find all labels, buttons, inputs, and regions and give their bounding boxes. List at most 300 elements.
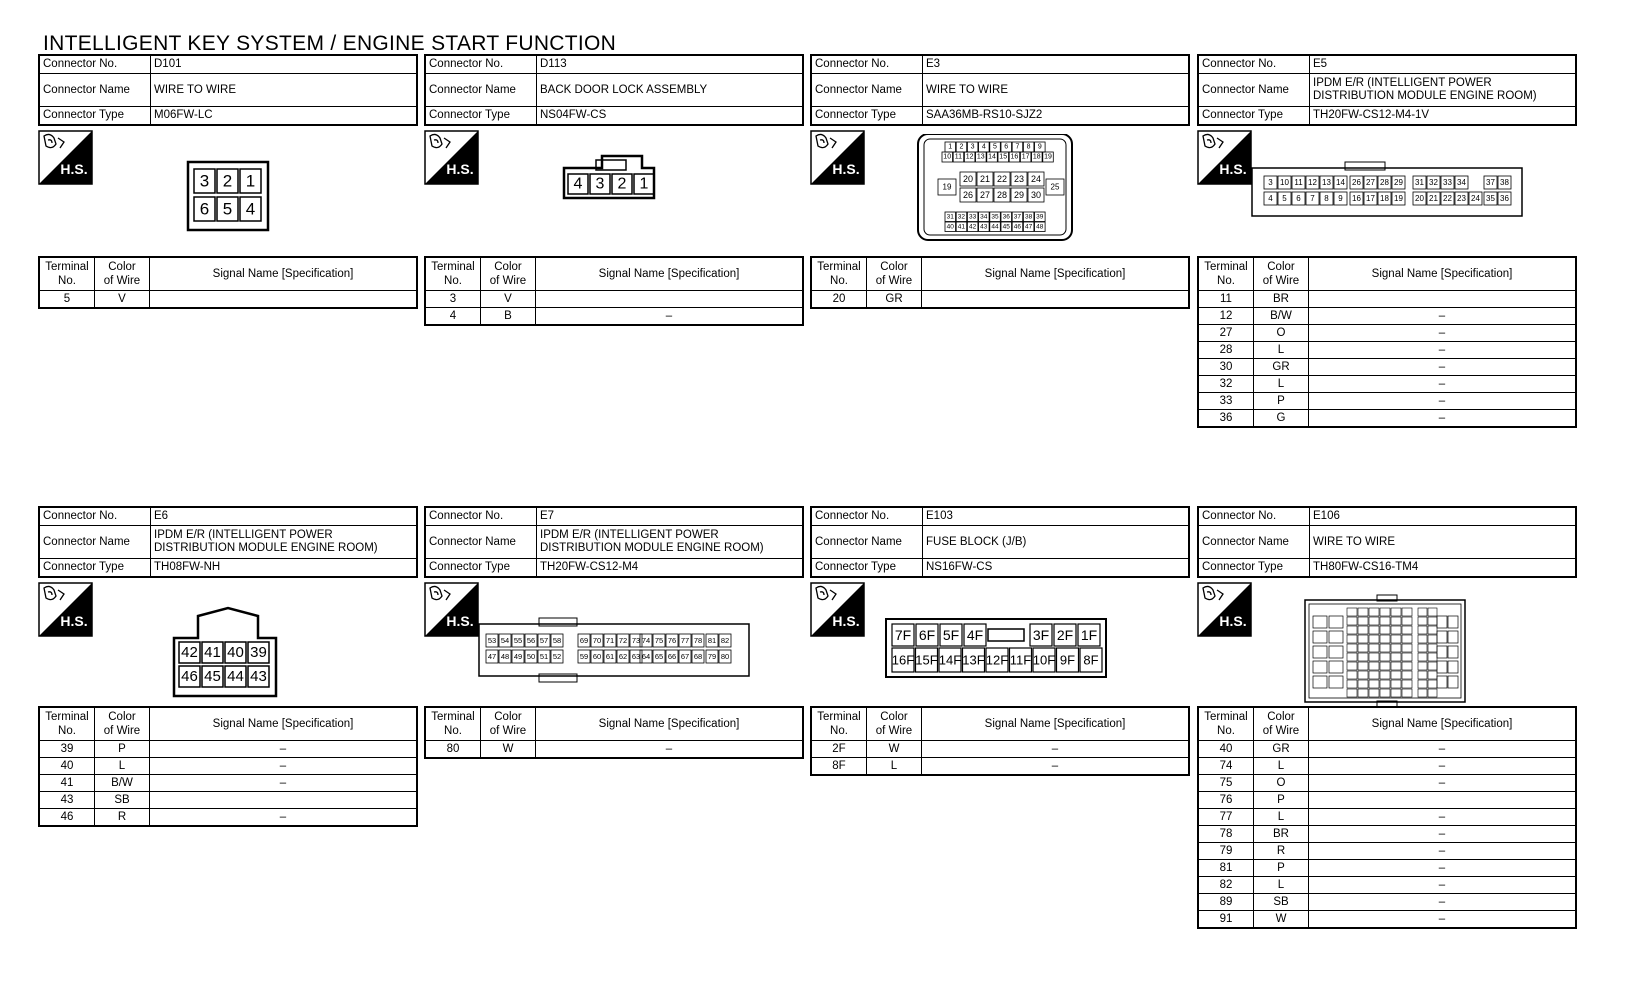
connector-no-label: Connector No. <box>425 55 537 74</box>
pin-number: 16 <box>1352 194 1361 203</box>
pin-cell <box>1358 617 1368 625</box>
table-row <box>1198 894 1576 911</box>
pin-number: 57 <box>539 636 549 645</box>
terminal-no: 2F <box>811 741 867 758</box>
pin-number: 53 <box>487 636 497 645</box>
color-header: Color of Wire <box>1254 707 1309 741</box>
pin-number: 21 <box>979 174 991 184</box>
pin-number: 46 <box>181 668 198 685</box>
pin-number: 44 <box>227 668 244 685</box>
signal-name: – <box>1309 775 1577 792</box>
connector-header-table <box>424 506 804 578</box>
terminal-no: 81 <box>1198 860 1254 877</box>
connector-name-label: Connector Name <box>39 526 151 559</box>
terminal-header: Terminal No. <box>1198 257 1254 291</box>
terminal-no: 43 <box>39 792 95 809</box>
pin-number: 3 <box>199 171 210 191</box>
pin-number: 40 <box>227 644 244 661</box>
signal-header: Signal Name [Specification] <box>922 257 1190 291</box>
pin-number: 51 <box>539 652 549 661</box>
pin-number: 4F <box>966 627 984 643</box>
pin-number: 4 <box>1268 194 1273 203</box>
pin-cell <box>1418 689 1427 697</box>
pin-number: 5 <box>1282 194 1287 203</box>
terminal-no: 75 <box>1198 775 1254 792</box>
pin-number: 4 <box>245 199 256 219</box>
connector-inner <box>1309 604 1461 698</box>
pin-cell <box>1358 635 1368 643</box>
terminal-no: 33 <box>1198 393 1254 410</box>
signal-header: Signal Name [Specification] <box>1309 257 1577 291</box>
wire-color: V <box>481 291 536 308</box>
connector-name-label: Connector Name <box>425 526 537 559</box>
pin-number: 32 <box>1429 178 1438 187</box>
connector-name-value: FUSE BLOCK (J/B) <box>923 526 1190 559</box>
pin-number: 10 <box>1280 178 1289 187</box>
signal-name: – <box>1309 843 1577 860</box>
pin-cell <box>1418 617 1427 625</box>
pin-number: 14 <box>988 153 996 161</box>
pin-cell <box>1358 608 1368 616</box>
signal-table-wrap <box>1197 256 1577 428</box>
signal-header: Signal Name [Specification] <box>536 257 804 291</box>
table-row <box>1198 359 1576 376</box>
signal-name: – <box>922 758 1190 776</box>
signal-name: – <box>1309 325 1577 342</box>
pin-number: 15 <box>999 153 1008 161</box>
table-row <box>425 741 803 759</box>
pin-number: 77 <box>680 636 690 645</box>
pin-number: 5 <box>222 199 233 219</box>
pin-cell <box>1437 676 1447 688</box>
signal-name: – <box>1309 911 1577 929</box>
pin-number: 1F <box>1080 627 1098 643</box>
pin-number: 59 <box>579 652 589 661</box>
pin-number: 11 <box>1294 178 1303 187</box>
hs-label: H.S. <box>446 613 474 629</box>
pin-number: 36 <box>1500 194 1509 203</box>
pin-cell <box>1402 680 1412 688</box>
pin-cell <box>1418 671 1427 679</box>
wire-color: O <box>1254 325 1309 342</box>
pin-cell <box>1402 626 1412 634</box>
signal-name: – <box>1309 894 1577 911</box>
connector-name-value: IPDM E/R (INTELLIGENT POWER DISTRIBUTION MODULE ENGINE ROOM) <box>537 526 804 559</box>
wire-color: R <box>95 809 150 827</box>
connector-header-table <box>38 54 418 126</box>
pin-cell <box>1391 671 1401 679</box>
pin-number: 7 <box>1015 143 1020 151</box>
pin-number: 2F <box>1056 627 1074 643</box>
pin-number: 39 <box>250 644 267 661</box>
pin-number: 9F <box>1059 652 1076 668</box>
table-row <box>1198 877 1576 894</box>
signal-name: – <box>1309 809 1577 826</box>
connector-header-table <box>424 54 804 126</box>
pin-number: 54 <box>500 636 510 645</box>
connector-face-diagram <box>810 134 1190 264</box>
terminal-no: 40 <box>39 758 95 775</box>
terminal-header: Terminal No. <box>811 257 867 291</box>
pin-number: 47 <box>487 652 497 661</box>
pin-number: 2 <box>617 175 627 193</box>
pin-number: 4 <box>981 143 986 151</box>
fuse-slot <box>988 629 1024 641</box>
pin-number: 22 <box>1443 194 1452 203</box>
pin-number: 75 <box>654 636 664 645</box>
pin-number: 63 <box>631 652 641 661</box>
connector-no-value: E106 <box>1310 507 1577 526</box>
connector-type-label: Connector Type <box>1198 107 1310 126</box>
wire-color: GR <box>1254 359 1309 376</box>
pin-cell <box>1313 676 1327 688</box>
pin-number: 64 <box>641 652 651 661</box>
terminal-no: 46 <box>39 809 95 827</box>
pin-number: 31 <box>946 213 954 221</box>
pin-number: 52 <box>552 652 562 661</box>
pin-cell <box>1380 671 1390 679</box>
pin-cell <box>1369 617 1379 625</box>
terminal-no: 28 <box>1198 342 1254 359</box>
pin-number: 29 <box>1394 178 1403 187</box>
signal-name <box>1309 291 1577 308</box>
pin-number: 45 <box>1002 223 1010 231</box>
pin-cell <box>1347 644 1357 652</box>
lock-tab <box>539 674 577 682</box>
connector-header-table <box>810 54 1190 126</box>
pin-number: 3 <box>1268 178 1273 187</box>
pin-cell <box>1391 680 1401 688</box>
lock-tab <box>1345 162 1385 170</box>
connector-name-label: Connector Name <box>39 74 151 107</box>
signal-table-wrap <box>810 256 1190 309</box>
connector-face-diagram <box>1197 586 1577 716</box>
terminal-header: Terminal No. <box>425 257 481 291</box>
signal-name: – <box>150 809 418 827</box>
pin-cell <box>1391 608 1401 616</box>
table-row <box>39 809 417 827</box>
wire-color: P <box>1254 860 1309 877</box>
signal-table-wrap <box>38 256 418 309</box>
pin-cell <box>1329 676 1343 688</box>
pin-cell <box>1428 608 1437 616</box>
signal-table <box>38 256 418 309</box>
color-header: Color of Wire <box>1254 257 1309 291</box>
signal-name: – <box>536 741 804 759</box>
table-row <box>1198 911 1576 929</box>
pin-number: 55 <box>513 636 523 645</box>
pin-number: 27 <box>1366 178 1375 187</box>
signal-name <box>536 291 804 308</box>
pin-number: 70 <box>592 636 602 645</box>
wire-color: L <box>1254 376 1309 393</box>
pin-number: 62 <box>618 652 628 661</box>
pin-cell <box>1380 689 1390 697</box>
pin-number: 38 <box>1500 178 1509 187</box>
signal-table <box>424 706 804 759</box>
connector-header-table <box>38 506 418 578</box>
connector-header-table <box>1197 54 1577 126</box>
pin-cell <box>1448 646 1458 658</box>
color-header: Color of Wire <box>95 707 150 741</box>
pin-cell <box>1347 653 1357 661</box>
pin-cell <box>1437 631 1447 643</box>
pin-cell <box>1428 644 1437 652</box>
connector-name-value: WIRE TO WIRE <box>923 74 1190 107</box>
pin-number: 37 <box>1013 213 1022 221</box>
connector-block <box>38 506 418 823</box>
color-header: Color of Wire <box>867 257 922 291</box>
connector-face-diagram <box>424 586 804 716</box>
terminal-no: 79 <box>1198 843 1254 860</box>
wire-color: GR <box>1254 741 1309 758</box>
table-row <box>39 741 417 758</box>
wire-color: GR <box>867 291 922 309</box>
color-header: Color of Wire <box>95 257 150 291</box>
terminal-no: 76 <box>1198 792 1254 809</box>
pin-number: 14 <box>1336 178 1345 187</box>
table-row <box>39 758 417 775</box>
pin-cell <box>1418 626 1427 634</box>
pin-number: 79 <box>707 652 717 661</box>
signal-name: – <box>150 775 418 792</box>
terminal-no: 30 <box>1198 359 1254 376</box>
connector-name-value: IPDM E/R (INTELLIGENT POWER DISTRIBUTION MODULE ENGINE ROOM) <box>151 526 418 559</box>
pin-cell <box>1448 631 1458 643</box>
signal-name <box>922 291 1190 309</box>
pin-cell <box>1380 653 1390 661</box>
terminal-header: Terminal No. <box>811 707 867 741</box>
table-row <box>1198 393 1576 410</box>
pin-number: 76 <box>667 636 677 645</box>
pin-cell <box>1437 661 1447 673</box>
wire-color: W <box>1254 911 1309 929</box>
pin-number: 35 <box>991 213 999 221</box>
connector-name-value: IPDM E/R (INTELLIGENT POWER DISTRIBUTION MODULE ENGINE ROOM) <box>1310 74 1577 107</box>
table-row <box>1198 792 1576 809</box>
wire-color: SB <box>1254 894 1309 911</box>
wire-color: P <box>1254 393 1309 410</box>
pin-number: 7F <box>894 627 912 643</box>
signal-table <box>810 256 1190 309</box>
pin-number: 40 <box>946 223 954 231</box>
pin-number: 41 <box>204 644 221 661</box>
pin-number: 58 <box>552 636 562 645</box>
hs-label: H.S. <box>446 161 474 177</box>
pin-number: 22 <box>996 174 1008 184</box>
pin-cell <box>1428 680 1437 688</box>
pin-number: 23 <box>1457 194 1466 203</box>
pin-number: 16F <box>891 652 915 668</box>
terminal-no: 41 <box>39 775 95 792</box>
pin-cell <box>1448 676 1458 688</box>
signal-name: – <box>536 308 804 326</box>
pin-number: 82 <box>720 636 730 645</box>
pin-number: 35 <box>1486 194 1495 203</box>
pin-cell <box>1402 653 1412 661</box>
pin-number: 72 <box>618 636 628 645</box>
connector-name-label: Connector Name <box>425 74 537 107</box>
pin-number: 9 <box>1037 143 1042 151</box>
signal-name: – <box>1309 393 1577 410</box>
pin-number: 13F <box>962 652 985 668</box>
pin-number: 33 <box>968 213 977 221</box>
pin-cell <box>1418 608 1427 616</box>
pin-cell <box>1402 689 1412 697</box>
pin-cell <box>1358 653 1368 661</box>
connector-face-diagram <box>38 586 418 716</box>
pin-number: 25 <box>1050 182 1060 192</box>
pin-number: 34 <box>980 213 988 221</box>
pin-cell <box>1418 680 1427 688</box>
wire-color: L <box>867 758 922 776</box>
table-row <box>425 291 803 308</box>
connector-block <box>424 506 804 755</box>
pin-number: 14F <box>938 652 962 668</box>
terminal-header: Terminal No. <box>39 707 95 741</box>
pin-cell <box>1437 616 1447 628</box>
pin-number: 17 <box>1366 194 1375 203</box>
terminal-no: 80 <box>425 741 481 759</box>
signal-name: – <box>1309 826 1577 843</box>
connector-no-value: D101 <box>151 55 418 74</box>
pin-cell <box>1358 680 1368 688</box>
pin-cell <box>1347 680 1357 688</box>
pin-cell <box>1358 626 1368 634</box>
table-row <box>811 291 1189 309</box>
pin-cell <box>1391 635 1401 643</box>
pin-number: 12F <box>985 652 1009 668</box>
pin-cell <box>1369 608 1379 616</box>
signal-name: – <box>1309 359 1577 376</box>
pin-cell <box>1391 662 1401 670</box>
signal-name <box>150 291 418 309</box>
wire-color: W <box>481 741 536 759</box>
pin-number: 31 <box>1415 178 1424 187</box>
wire-color: B/W <box>95 775 150 792</box>
pin-cell <box>1428 662 1437 670</box>
connector-type-value: TH20FW-CS12-M4 <box>537 559 804 578</box>
pin-number: 24 <box>1471 194 1480 203</box>
connector-block <box>38 54 418 305</box>
connector-type-label: Connector Type <box>425 107 537 126</box>
terminal-no: 12 <box>1198 308 1254 325</box>
signal-header: Signal Name [Specification] <box>150 707 418 741</box>
pin-cell <box>1428 635 1437 643</box>
pin-cell <box>1313 631 1327 643</box>
wire-color: L <box>1254 342 1309 359</box>
pin-number: 81 <box>707 636 717 645</box>
wire-color: P <box>95 741 150 758</box>
hs-label: H.S. <box>60 613 88 629</box>
pin-number: 74 <box>641 636 651 645</box>
pin-cell <box>1347 617 1357 625</box>
pin-cell <box>1358 689 1368 697</box>
pin-cell <box>1428 617 1437 625</box>
signal-name <box>150 792 418 809</box>
wire-color: P <box>1254 792 1309 809</box>
pin-number: 8F <box>1083 652 1099 668</box>
connector-block <box>424 54 804 322</box>
signal-name: – <box>150 758 418 775</box>
pin-number: 56 <box>526 636 536 645</box>
pin-cell <box>1380 608 1390 616</box>
pin-cell <box>1347 662 1357 670</box>
connector-type-label: Connector Type <box>1198 559 1310 578</box>
connector-no-value: E5 <box>1310 55 1577 74</box>
signal-table-wrap <box>424 256 804 326</box>
color-header: Color of Wire <box>481 257 536 291</box>
pin-number: 6F <box>918 627 936 643</box>
connector-face-diagram <box>424 134 804 264</box>
pin-number: 15F <box>915 652 938 668</box>
pin-number: 3 <box>970 143 975 151</box>
pin-number: 18 <box>1032 153 1041 161</box>
pin-number: 32 <box>957 213 966 221</box>
pin-number: 6 <box>1296 194 1301 203</box>
pin-number: 36 <box>1002 213 1010 221</box>
connector-type-value: SAA36MB-RS10-SJZ2 <box>923 107 1190 126</box>
connector-no-value: E103 <box>923 507 1190 526</box>
connector-block <box>1197 54 1577 424</box>
table-row <box>1198 376 1576 393</box>
connector-header-table <box>1197 506 1577 578</box>
table-row <box>1198 291 1576 308</box>
pin-number: 3F <box>1032 627 1050 643</box>
terminal-no: 5 <box>39 291 95 309</box>
pin-number: 4 <box>573 175 583 193</box>
pin-cell <box>1329 616 1343 628</box>
wire-color: L <box>1254 809 1309 826</box>
pin-number: 27 <box>979 190 991 200</box>
pin-number: 11 <box>954 153 963 161</box>
signal-header: Signal Name [Specification] <box>1309 707 1577 741</box>
hs-label: H.S. <box>1219 161 1247 177</box>
pin-number: 50 <box>526 652 536 661</box>
pin-cell <box>1347 635 1357 643</box>
connector-no-label: Connector No. <box>39 55 151 74</box>
pin-cell <box>1428 671 1437 679</box>
pin-number: 19 <box>1044 153 1052 161</box>
pin-cell <box>1369 689 1379 697</box>
terminal-header: Terminal No. <box>39 257 95 291</box>
connector-name-label: Connector Name <box>811 74 923 107</box>
pin-cell <box>1448 616 1458 628</box>
connector-type-label: Connector Type <box>39 107 151 126</box>
connector-type-value: TH08FW-NH <box>151 559 418 578</box>
pin-number: 1 <box>948 143 953 151</box>
pin-number: 5 <box>993 143 997 151</box>
pin-cell <box>1437 646 1447 658</box>
pin-number: 13 <box>1322 178 1331 187</box>
terminal-no: 77 <box>1198 809 1254 826</box>
connector-type-value: NS04FW-CS <box>537 107 804 126</box>
pin-number: 7 <box>1310 194 1315 203</box>
pin-cell <box>1380 662 1390 670</box>
pin-cell <box>1380 626 1390 634</box>
pin-number: 37 <box>1486 178 1495 187</box>
terminal-no: 27 <box>1198 325 1254 342</box>
pin-cell <box>1428 653 1437 661</box>
terminal-no: 91 <box>1198 911 1254 929</box>
pin-cell <box>1358 671 1368 679</box>
wire-color: B/W <box>1254 308 1309 325</box>
pin-number: 20 <box>1415 194 1424 203</box>
pin-cell <box>1358 644 1368 652</box>
pin-number: 26 <box>962 190 974 200</box>
pin-number: 41 <box>957 223 966 231</box>
pin-number: 67 <box>680 652 690 661</box>
